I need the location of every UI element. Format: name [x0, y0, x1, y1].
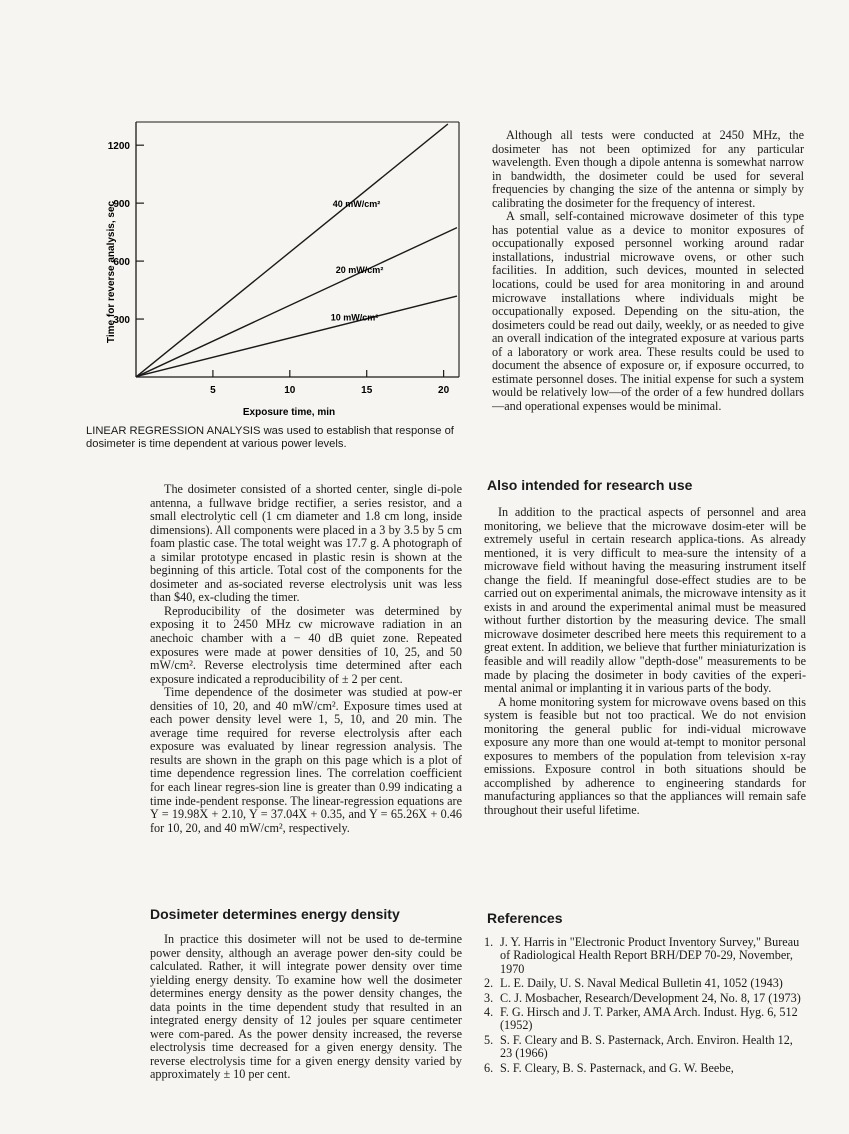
right-column-lower — [484, 506, 806, 818]
series-label: 20 mW/cm² — [335, 264, 384, 275]
reference-number: 6. — [484, 1060, 494, 1075]
x-tick-label: 5 — [210, 385, 216, 396]
reference-text: S. F. Cleary, B. S. Pasternack, and G. W. Beebe, — [500, 1060, 734, 1075]
reference-item — [484, 1006, 806, 1033]
x-tick-label: 10 — [284, 385, 296, 396]
paragraph: The dosimeter consisted of a shorted center, single di-pole antenna, a fullwave bridge rectifier, a series resistor, and a small electrolytic cell (1 cm diameter and 1.8 cm long, inside dimensions). All components were placed in a 3 by 3.5 by 5 cm foam plastic case. The total weight was 17.7 g. A photograph of a similar prototype encased in plastic resin is shown at the beginning of this article. Total cost of the components for the dosimeter and as-sociated reverse electrolysis unit was less than $40, ex-cluding the timer. — [150, 482, 462, 605]
series-line — [136, 296, 457, 377]
paragraph: In addition to the practical aspects of personnel and area monitoring, we believe that the microwave dosim-eter will be extremely useful in certain research applica-tions. As already mentioned, it is very difficult to mea-sure the intensity of a microwave field without having the measuring instrument itself change the field. If meaningful dose-effect studies are to be carried out on experimental animals, the microwave intensity as it exists in and around the experimental animal must be measured without further distortion by the measuring device. The small microwave dosimeter described here meets this requirement to a great extent. In addition, we believe that further miniaturization is feasible and will readily allow "depth-dose" measurements to be made by placing the dosimeter in body cavities of the experi-mental animal or implanting it in various parts of the body. — [484, 505, 806, 696]
y-tick-label: 900 — [113, 199, 130, 211]
left-column-lower — [150, 933, 462, 1082]
y-tick-label: 1200 — [107, 141, 130, 153]
reference-text: C. J. Mosbacher, Research/Development 24, No. 8, 17 (1973) — [500, 990, 801, 1005]
x-axis-label: Exposure time, min — [242, 407, 336, 418]
references-list — [484, 936, 806, 1076]
references-heading: References — [487, 910, 563, 926]
reference-item — [484, 977, 806, 990]
paragraph: A small, self-contained microwave dosimeter of this type has potential value as a device to monitor exposures of occupationally exposed personnel working around radar installations, industrial microwave ovens, or other such facilities. In addition, such devices, mounted in selected locations, could be used for area monitoring in and around microwave installations where individuals might be occupationally exposed. Depending on the situ-ation, the dosimeters could be read out daily, weekly, or as needed to give an overall indication of the integrated exposure at various parts of a laboratory or work area. These results could be used to document the absence of exposure or, if exposure occurred, to estimate personnel doses. The initial expense for such a system would be relatively low—of the order of a few hundred dollars—and operational expenses would be minimal. — [492, 209, 804, 413]
regression-chart — [84, 112, 476, 424]
reference-text: L. E. Daily, U. S. Naval Medical Bulletin 41, 1052 (1943) — [500, 976, 783, 991]
paragraph: In practice this dosimeter will not be used to de-termine power density, although an average power den-sity could be calculated. Rather, it will integrate power density over time yielding energy density. To examine how well the dosimeter determines energy density as the power density changes, the data points in the time dependent study that resulted in an integrated energy density of 12 joules per square centimeter were com-pared. As the power density increased, the reverse electrolysis time decreased for a given energy density. The reverse electrolysis time for a given energy density varied by approximately ± 10 per cent. — [150, 932, 462, 1082]
x-tick-label: 20 — [438, 385, 450, 396]
y-tick-label: 600 — [113, 257, 130, 269]
x-tick-label: 15 — [361, 385, 373, 396]
paragraph: Reproducibility of the dosimeter was determined by exposing it to 2450 MHz cw microwave radiation in an anechoic chamber with a − 40 dB quiet zone. Repeated exposures were made at power densities of 10, 25, and 50 mW/cm². Reverse electrolysis time determined after each exposure indicated a reproducibility of ± 2 per cent. — [150, 603, 462, 686]
reference-number: 2. — [484, 976, 494, 991]
reference-number: 5. — [484, 1032, 494, 1047]
reference-text: J. Y. Harris in "Electronic Product Inventory Survey," Bureau of Radiological Health Report BRH/DEP 70-29, November, 1970 — [500, 935, 800, 976]
right-column — [492, 129, 804, 413]
y-tick-label: 300 — [113, 315, 130, 327]
figure-caption: LINEAR REGRESSION ANALYSIS was used to establish that response of dosimeter is time dependent at various power levels. — [86, 425, 454, 450]
section-heading-dosimeter: Dosimeter determines energy density — [150, 906, 400, 922]
series-label: 40 mW/cm² — [332, 199, 381, 210]
reference-text: S. F. Cleary and B. S. Pasternack, Arch. Environ. Health 12, 23 (1966) — [500, 1032, 793, 1061]
section-heading-research: Also intended for research use — [487, 477, 693, 493]
reference-item — [484, 992, 806, 1005]
paragraph: A home monitoring system for microwave ovens based on this system is feasible but not too practical. We do not envision monitoring the general public for indi-vidual microwave exposure any more than one would at-tempt to monitor personal exposures to members of the population from television x-ray emissions. Exposure control in both situations should be accomplished by adherence to engineering standards for manufacturing appliances so that the appliances will remain safe throughout their useful lifetime. — [484, 694, 806, 818]
series-line — [136, 124, 448, 377]
reference-item — [484, 936, 806, 976]
reference-item — [484, 1062, 806, 1075]
paragraph: Although all tests were conducted at 2450 MHz, the dosimeter has not been optimized for any particular wavelength. Even though a dipole antenna is somewhat narrow in bandwidth, the dosimeter could be used for several frequencies by changing the size of the antenna or simply by calibrating the dosimeter for the frequency of interest. — [492, 128, 804, 210]
y-axis-label: Time for reverse analysis, sec — [106, 200, 117, 344]
reference-item — [484, 1034, 806, 1061]
chart-series — [136, 124, 457, 377]
reference-number: 4. — [484, 1005, 494, 1020]
reference-text: F. G. Hirsch and J. T. Parker, AMA Arch. Indust. Hyg. 6, 512 (1952) — [500, 1005, 798, 1033]
left-column — [150, 483, 462, 835]
paragraph: Time dependence of the dosimeter was studied at pow-er densities of 10, 20, and 40 mW/cm². Exposure times used at each power density level were 1, 5, 10, and 20 min. The average time required for reverse electrolysis after each exposure was evaluated by linear regression analysis. The results are shown in the graph on this page which is a plot of time dependence regression lines. The correlation coefficient for each linear regres-sion line is greater than 0.99 indicating a time inde-pendent response. The linear-regression equations are Y = 19.98X + 2.10, Y = 37.04X + 0.35, and Y = 65.26X + 0.46 for 10, 20, and 40 mW/cm², respectively. — [150, 685, 462, 835]
reference-number: 3. — [484, 990, 494, 1005]
series-label: 10 mW/cm² — [330, 312, 379, 323]
series-line — [136, 228, 457, 377]
reference-number: 1. — [484, 935, 494, 949]
